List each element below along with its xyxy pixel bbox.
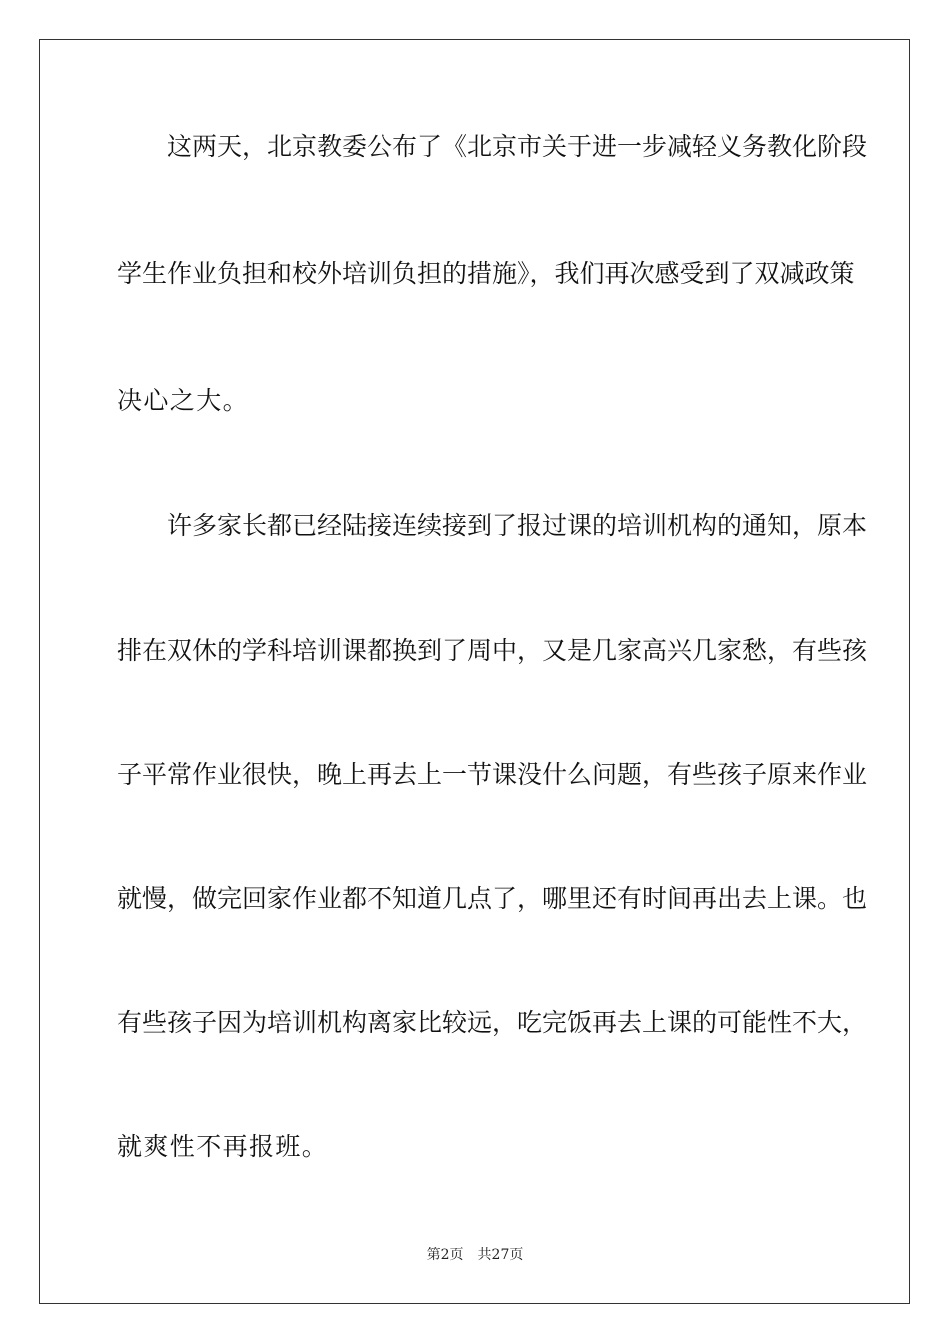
paragraph-2-line-5: 有些孩子因为培训机构离家比较远，吃完饭再去上课的可能性不大， xyxy=(117,1008,868,1037)
page-border xyxy=(39,39,910,1304)
paragraph-2-line-2: 排在双休的学科培训课都换到了周中，又是几家高兴几家愁，有些孩 xyxy=(117,636,868,665)
paragraph-2-line-1: 许多家长都已经陆接连续接到了报过课的培训机构的通知，原本 xyxy=(117,511,868,540)
paragraph-2-line-3: 子平常作业很快，晚上再去上一节课没什么问题，有些孩子原来作业 xyxy=(117,760,868,789)
paragraph-1-line-3: 决心之大。 xyxy=(117,386,250,415)
page-number-current: 第2页 xyxy=(426,1247,464,1263)
paragraph-1-line-1: 这两天，北京教委公布了《北京市关于进一步减轻义务教化阶段 xyxy=(117,132,868,161)
paragraph-2-line-4: 就慢，做完回家作业都不知道几点了，哪里还有时间再出去上课。也 xyxy=(117,884,868,913)
paragraph-2-line-6: 就爽性不再报班。 xyxy=(117,1132,329,1161)
paragraph-1-line-2: 学生作业负担和校外培训负担的措施》，我们再次感受到了双减政策 xyxy=(117,259,855,288)
page-footer xyxy=(0,1246,950,1264)
page-number-total: 共27页 xyxy=(477,1247,524,1263)
